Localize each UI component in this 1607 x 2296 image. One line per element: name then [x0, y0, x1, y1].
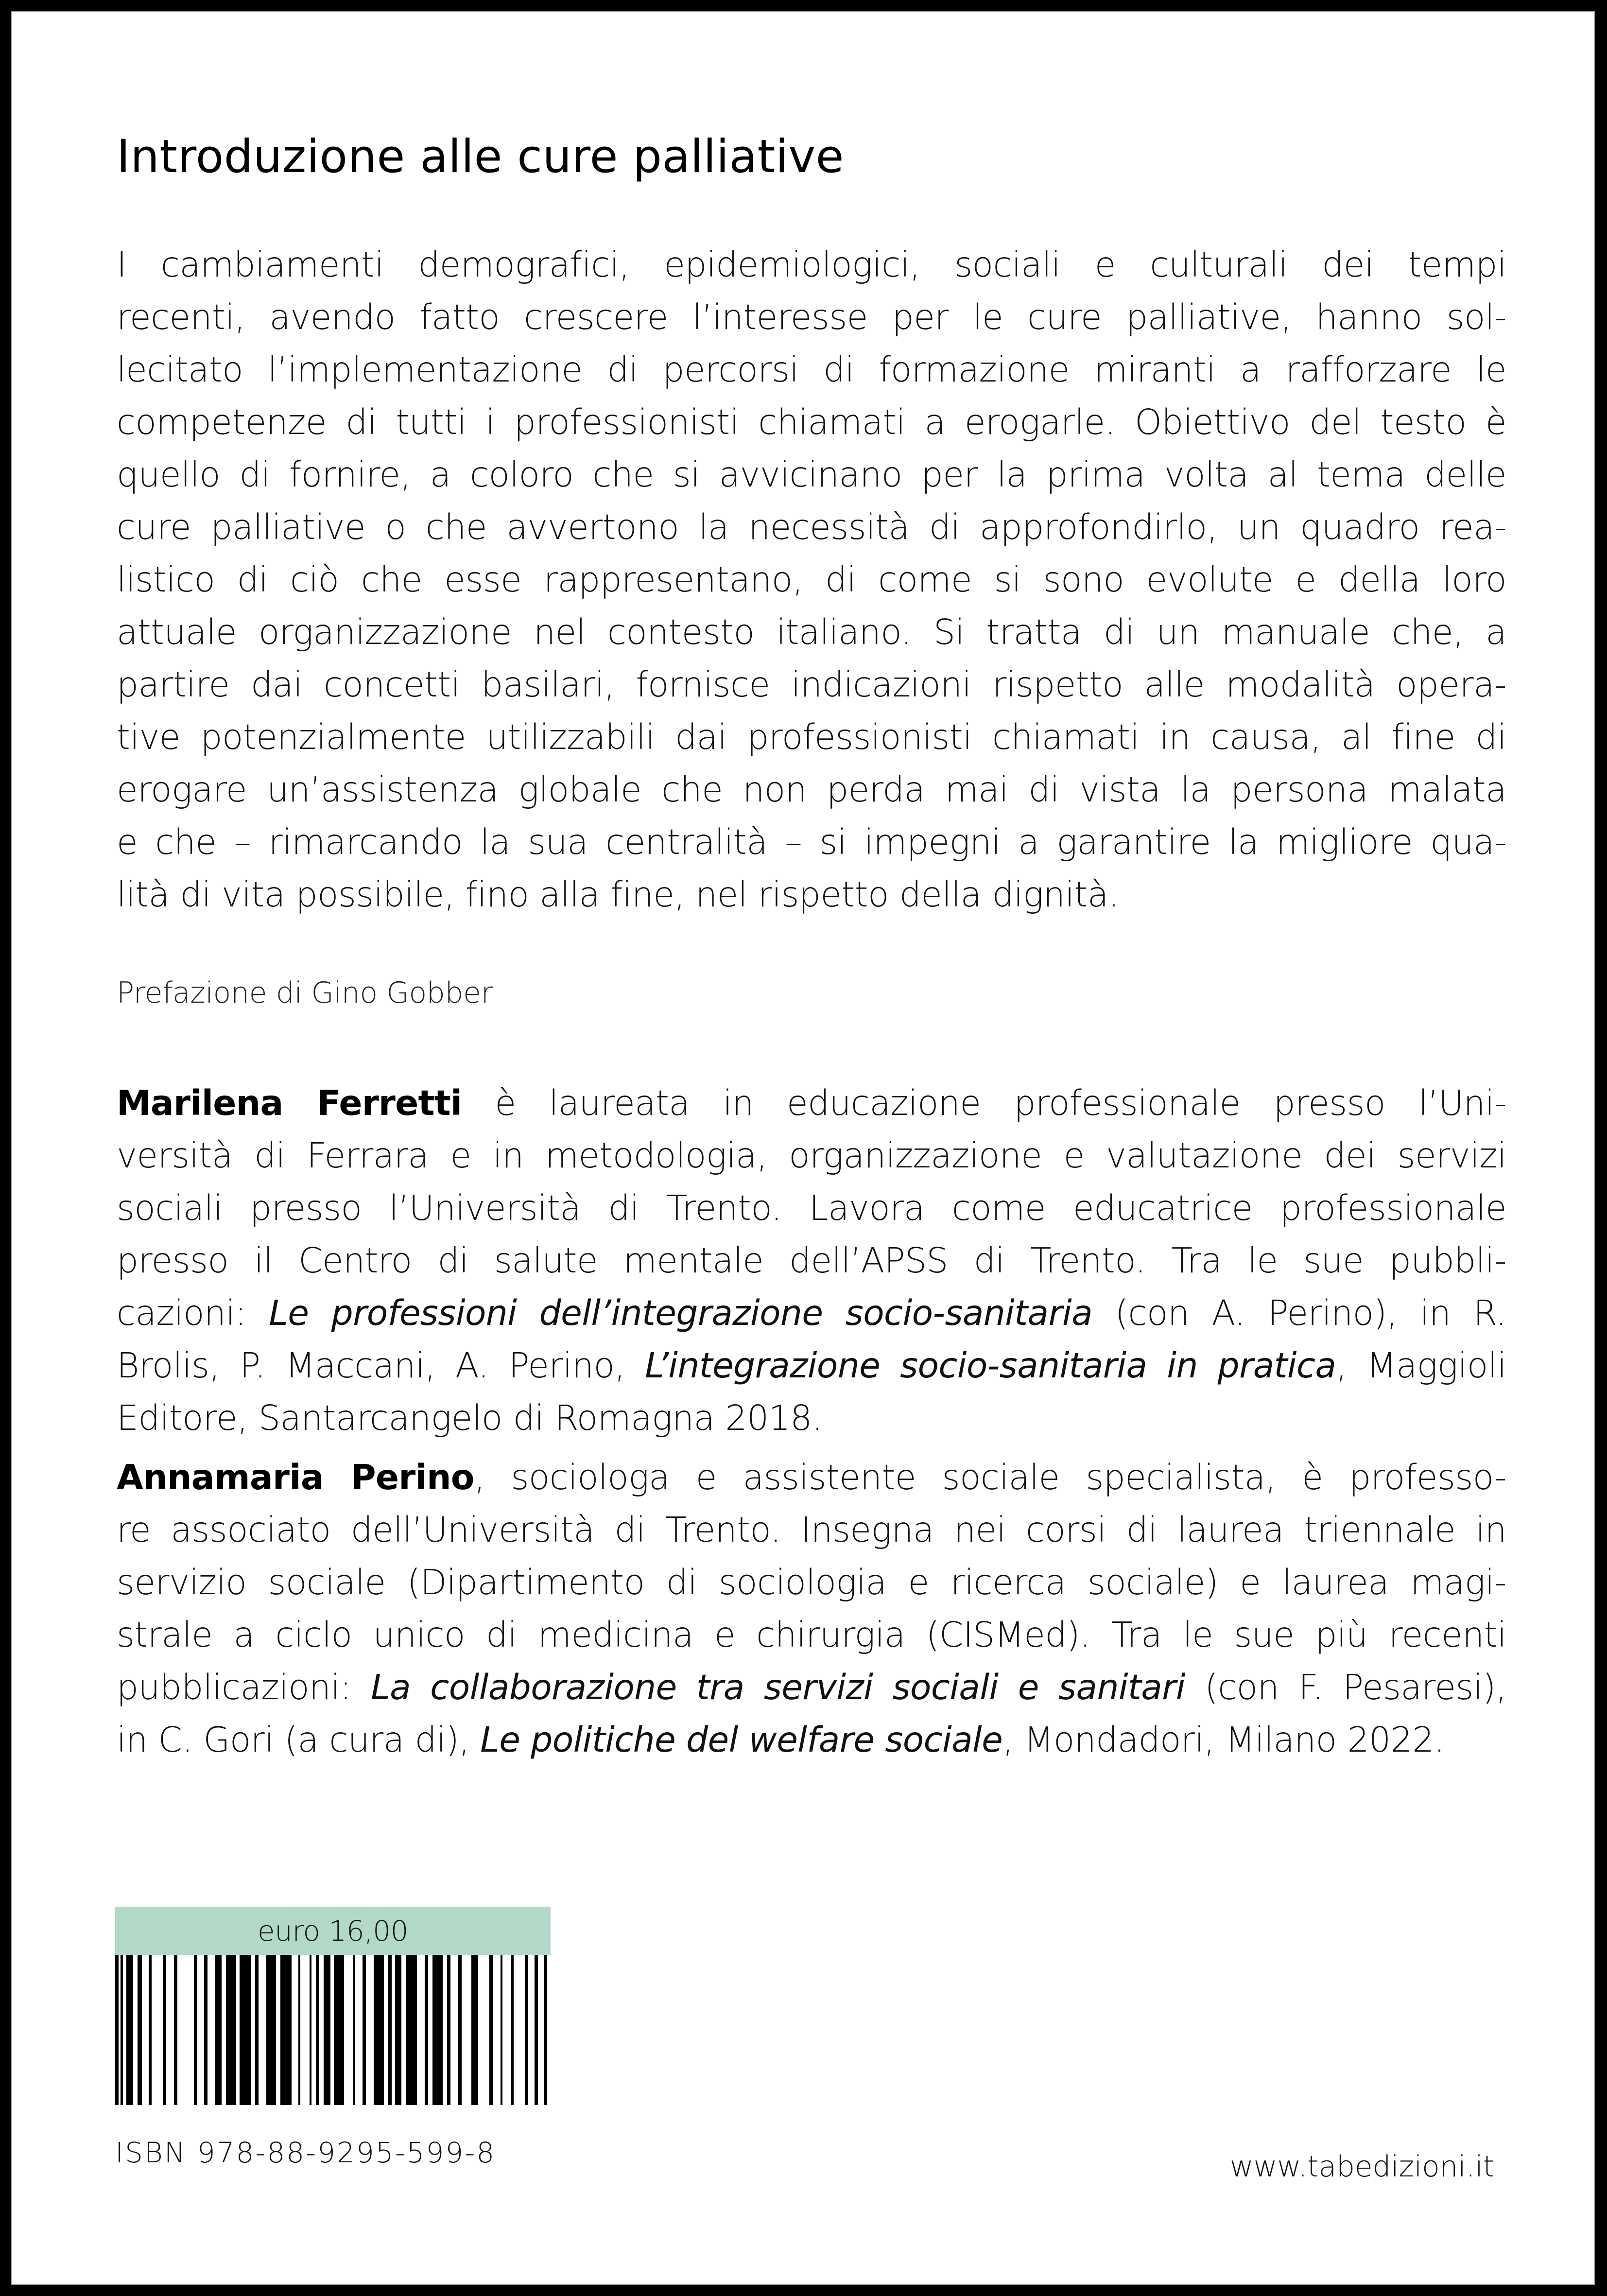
bio-line	[117, 1714, 1506, 1766]
barcode-space	[251, 1955, 255, 2105]
barcode-space	[493, 1955, 501, 2105]
barcode-bar	[334, 1955, 344, 2105]
author-bio-ferretti	[117, 1077, 1506, 1444]
barcode-bar	[447, 1955, 450, 2105]
barcode-space	[538, 1955, 543, 2105]
bio-line	[117, 1339, 1506, 1392]
barcode-space	[514, 1955, 525, 2105]
publisher-website-link[interactable]: www.tabedizioni.it	[1229, 2150, 1494, 2184]
bio-line	[117, 1182, 1506, 1235]
barcode-bar	[240, 1955, 251, 2105]
description-line: e che – rimarcando la sua centralità – si impegni a garantire la migliore qua-	[117, 822, 1506, 862]
book-description	[117, 239, 1506, 921]
isbn-barcode	[115, 1955, 551, 2105]
bio-line	[117, 1130, 1506, 1182]
bio-line	[117, 1287, 1506, 1339]
barcode-space	[355, 1955, 363, 2105]
description-line: I cambiamenti demografici, epidemiologici, sociali e culturali dei tempi	[117, 244, 1506, 285]
barcode-space	[330, 1955, 334, 2105]
bio-text: cazioni:	[117, 1293, 269, 1333]
bio-line	[117, 1077, 1506, 1130]
barcode-space	[443, 1955, 447, 2105]
author-name: Marilena Ferretti	[117, 1083, 462, 1123]
bio-text: è laureata in educazione professionale presso l’Uni-	[462, 1083, 1506, 1123]
price-box	[115, 1907, 551, 1955]
bio-text: , sociologa e assistente sociale specialista, è professo-	[474, 1457, 1506, 1497]
bio-text: servizio sociale (Dipartimento di sociologia e ricerca sociale) e laurea magi-	[117, 1562, 1506, 1602]
author-bio-perino	[117, 1451, 1506, 1766]
barcode-bar	[255, 1955, 259, 2105]
barcode-space	[152, 1955, 163, 2105]
bio-line	[117, 1661, 1506, 1714]
bio-text: presso il Centro di salute mentale dell’APSS di Trento. Tra le sue pubbli-	[117, 1240, 1506, 1281]
barcode-bar	[138, 1955, 142, 2105]
bio-text: Editore, Santarcangelo di Romagna 2018.	[117, 1398, 823, 1438]
barcode-bar	[174, 1955, 177, 2105]
bio-text: in C. Gori (a cura di),	[117, 1720, 481, 1760]
publication-title: Le professioni dell’integrazione socio-sanitaria	[269, 1293, 1093, 1333]
barcode-bar	[544, 1955, 547, 2105]
bio-text: versità di Ferrara e in metodologia, organizzazione e valutazione dei servizi	[117, 1135, 1506, 1176]
barcode-space	[547, 1955, 551, 2105]
barcode-space	[502, 1955, 511, 2105]
book-title: Introduzione alle cure palliative	[117, 130, 844, 183]
barcode-bar	[406, 1955, 417, 2105]
barcode-space	[392, 1955, 395, 2105]
description-line: competenze di tutti i professionisti chiamati a erogarle. Obiettivo del testo è	[117, 402, 1506, 442]
barcode-bar	[388, 1955, 392, 2105]
description-line: lità di vita possibile, fino alla fine, nel rispetto della dignità.	[117, 874, 1119, 915]
barcode-space	[259, 1955, 266, 2105]
barcode-space	[401, 1955, 406, 2105]
back-cover	[11, 11, 1595, 2285]
bio-text: , Mondadori, Milano 2022.	[1002, 1720, 1445, 1760]
bio-line	[117, 1504, 1506, 1556]
barcode-bar	[525, 1955, 528, 2105]
barcode-bar	[363, 1955, 366, 2105]
barcode-bar	[115, 1955, 119, 2105]
description-line: attuale organizzazione nel contesto italiano. Si tratta di un manuale che, a	[117, 612, 1506, 652]
description-line: erogare un’assistenza globale che non perda mai di vista la persona malata	[117, 769, 1506, 810]
barcode-space	[292, 1955, 298, 2105]
barcode-space	[319, 1955, 324, 2105]
price-label: euro 16,00	[258, 1914, 408, 1948]
barcode-bar	[535, 1955, 538, 2105]
description-line: quello di fornire, a coloro che si avvicinano per la prima volta al tema delle	[117, 454, 1506, 495]
bio-text: sociali presso l’Università di Trento. Lavora come educatrice professionale	[117, 1188, 1506, 1228]
preface-credit: Prefazione di Gino Gobber	[117, 976, 493, 1010]
description-line: partire dai concetti basilari, fornisce indicazioni rispetto alle modalità opera-	[117, 664, 1506, 705]
bio-line	[117, 1392, 1506, 1444]
barcode-space	[428, 1955, 432, 2105]
barcode-space	[166, 1955, 174, 2105]
barcode-bar	[374, 1955, 384, 2105]
barcode-bar	[471, 1955, 478, 2105]
description-line: cure palliative o che avvertono la necessità di approfondirlo, un quadro rea-	[117, 507, 1506, 547]
barcode-bar	[458, 1955, 462, 2105]
barcode-bar	[215, 1955, 222, 2105]
description-line: listico di ciò che esse rappresentano, di come si sono evolute e della loro	[117, 559, 1506, 600]
barcode-space	[276, 1955, 280, 2105]
bio-text: strale a ciclo unico di medicina e chirurgia (CISMed). Tra le sue più recenti	[117, 1615, 1506, 1655]
barcode-space	[384, 1955, 388, 2105]
barcode-space	[450, 1955, 458, 2105]
barcode-space	[133, 1955, 138, 2105]
barcode-bar	[489, 1955, 493, 2105]
barcode-bar	[432, 1955, 443, 2105]
barcode-bar	[226, 1955, 236, 2105]
barcode-space	[207, 1955, 215, 2105]
barcode-space	[197, 1955, 204, 2105]
barcode-space	[528, 1955, 535, 2105]
barcode-space	[177, 1955, 194, 2105]
barcode-bar	[126, 1955, 133, 2105]
barcode-space	[344, 1955, 353, 2105]
description-line: lecitato l’implementazione di percorsi di formazione miranti a rafforzare le	[117, 349, 1506, 390]
barcode-space	[142, 1955, 149, 2105]
author-name: Annamaria Perino	[117, 1457, 474, 1497]
bio-text: , Maggioli	[1336, 1345, 1506, 1386]
bio-text: re associato dell’Università di Trento. Insegna nei corsi di laurea triennale in	[117, 1510, 1506, 1550]
barcode-bar	[395, 1955, 402, 2105]
description-line: tive potenzialmente utilizzabili dai professionisti chiamati in causa, al fine di	[117, 717, 1506, 757]
barcode-bar	[266, 1955, 276, 2105]
publication-title: L’integrazione socio-sanitaria in pratica	[645, 1345, 1336, 1386]
barcode-space	[366, 1955, 374, 2105]
bio-text: Brolis, P. Maccani, A. Perino,	[117, 1345, 645, 1386]
bio-line	[117, 1235, 1506, 1287]
barcode-space	[300, 1955, 309, 2105]
barcode-bar	[425, 1955, 428, 2105]
publication-title: La collaborazione tra servizi sociali e sanitari	[371, 1667, 1185, 1707]
barcode-bar	[194, 1955, 197, 2105]
description-line: recenti, avendo fatto crescere l’interesse per le cure palliative, hanno sol-	[117, 297, 1506, 337]
barcode-space	[123, 1955, 126, 2105]
bio-text: (con F. Pesaresi),	[1185, 1667, 1506, 1707]
isbn-number: ISBN 978-88-9295-599-8	[115, 2136, 496, 2169]
barcode-bar	[163, 1955, 166, 2105]
barcode-space	[222, 1955, 226, 2105]
barcode-space	[478, 1955, 489, 2105]
barcode-space	[462, 1955, 472, 2105]
publication-title: Le politiche del welfare sociale	[480, 1720, 1003, 1760]
bio-line	[117, 1556, 1506, 1609]
barcode-bar	[280, 1955, 292, 2105]
barcode-bar	[324, 1955, 330, 2105]
bio-text: pubblicazioni:	[117, 1667, 371, 1707]
barcode-space	[311, 1955, 316, 2105]
barcode-bar	[204, 1955, 207, 2105]
bio-line	[117, 1609, 1506, 1661]
bio-line	[117, 1451, 1506, 1504]
barcode-space	[417, 1955, 425, 2105]
bio-text: (con A. Perino), in R.	[1092, 1293, 1507, 1333]
barcode-bar	[316, 1955, 319, 2105]
barcode-space	[236, 1955, 240, 2105]
barcode-bar	[149, 1955, 152, 2105]
